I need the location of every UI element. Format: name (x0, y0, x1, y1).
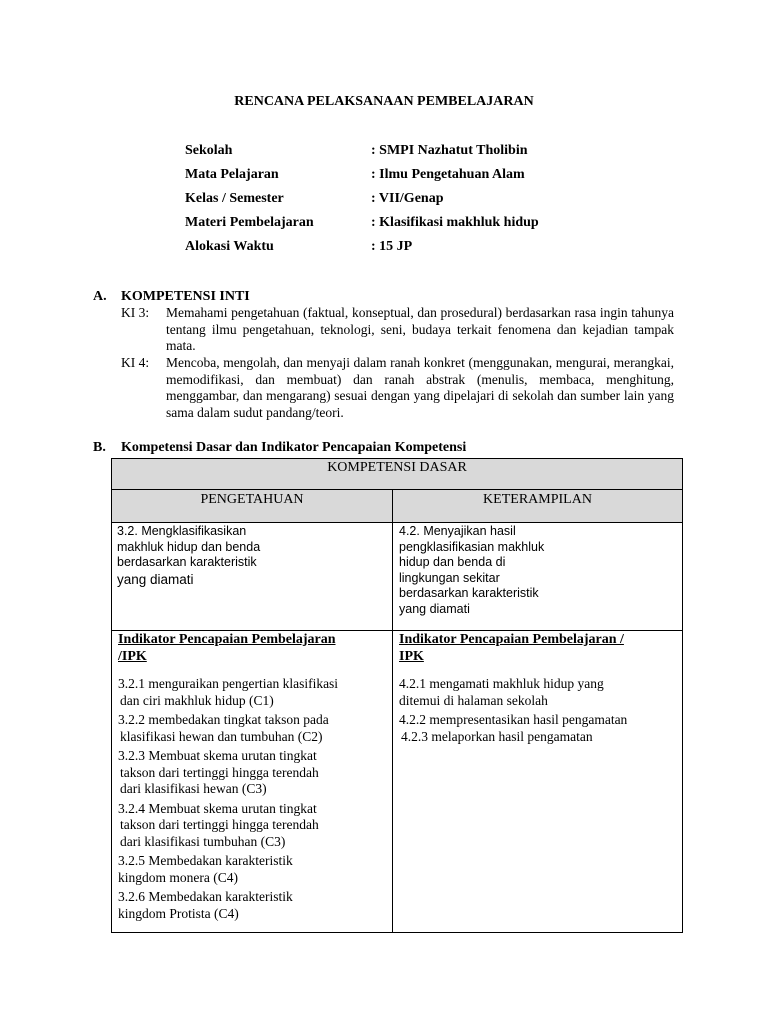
indicator-item (118, 712, 387, 745)
ipk-heading (118, 631, 387, 665)
indicator-line: dari klasifikasi tumbuhan (C3) (120, 833, 286, 849)
ipk-heading-line: Indikator Pencapaian Pembelajaran / (399, 632, 624, 647)
identity-label: Sekolah (185, 143, 233, 158)
identity-label: Kelas / Semester (185, 191, 284, 206)
indicator-item (118, 676, 387, 709)
kompetensi-table (111, 458, 683, 933)
identity-value: : Ilmu Pengetahuan Alam (371, 167, 525, 182)
ipk-heading (399, 631, 676, 665)
indicator-line: takson dari tertinggi hingga terendah (120, 817, 319, 832)
ki3-label: KI 3: (121, 305, 150, 320)
indicator-line: 3.2.6 Membedakan karakteristik (118, 889, 293, 904)
indicator-line: 3.2.1 menguraikan pengertian klasifikasi (118, 676, 339, 691)
indicator-line: dan ciri makhluk hidup (C1) (120, 692, 274, 708)
ipk-heading-line: IPK (399, 649, 424, 664)
kd-line: makhluk hidup dan benda (117, 539, 261, 554)
indicator-item (118, 748, 387, 798)
kd-line: yang diamati (399, 601, 470, 616)
identity-label: Alokasi Waktu (185, 239, 274, 254)
indicator-item (118, 801, 387, 851)
indicator-line: 4.2.3 melaporkan hasil pengamatan (401, 728, 593, 744)
ki4-label: KI 4: (121, 355, 150, 370)
indicator-line: dari klasifikasi hewan (C3) (120, 781, 267, 796)
indicator-line: klasifikasi hewan dan tumbuhan (C2) (120, 728, 323, 744)
indicator-line: kingdom Protista (C4) (118, 905, 239, 921)
identity-value: : SMPI Nazhatut Tholibin (371, 143, 528, 158)
indicator-item (399, 712, 676, 729)
identity-value: : VII/Genap (371, 191, 444, 206)
section-b-heading: Kompetensi Dasar dan Indikator Pencapaian Kompetensi (121, 440, 467, 455)
indicator-line: 3.2.4 Membuat skema urutan tingkat (118, 800, 317, 816)
indicator-line: kingdom monera (C4) (118, 869, 238, 885)
kd-line: hidup dan benda di (399, 555, 506, 569)
indicator-line: 3.2.3 Membuat skema urutan tingkat (118, 748, 317, 763)
indicator-item (399, 676, 676, 709)
ipk-heading-line: /IPK (118, 649, 147, 664)
kd-line: lingkungan sekitar (399, 570, 500, 585)
column-header-pengetahuan: PENGETAHUAN (112, 490, 393, 523)
column-header-keterampilan: KETERAMPILAN (393, 490, 683, 523)
ki4-text: Mencoba, mengolah, dan menyaji dalam ranah konkret (menggunakan, mengurai, merangkai, memodifikasi, dan membuat) dan ranah abstrak (menulis, membaca, menghitung, menggambar, dan mengarang) sesuai dengan yang dipelajari di sekolah dan sumber lain yang sama dalam sudut pandang/teori. (166, 355, 674, 420)
kd-pengetahuan-cell (112, 523, 393, 631)
ipk-keterampilan-cell (393, 631, 683, 933)
indicator-line: 3.2.5 Membedakan karakteristik (118, 853, 293, 868)
indicator-item (399, 729, 676, 746)
section-a-heading: KOMPETENSI INTI (121, 289, 250, 304)
indicator-line: 3.2.2 membedakan tingkat takson pada (118, 712, 329, 727)
kd-line: berdasarkan karakteristik (117, 555, 257, 569)
ipk-pengetahuan-cell (112, 631, 393, 933)
ipk-heading-line: Indikator Pencapaian Pembelajaran (118, 632, 336, 647)
identity-value: : 15 JP (371, 239, 413, 254)
indicator-item (118, 853, 387, 886)
section-a-letter: A. (93, 289, 107, 304)
identity-label: Mata Pelajaran (185, 167, 279, 182)
kd-line: berdasarkan karakteristik (399, 586, 539, 600)
kd-line: 3.2. Mengklasifikasikan (117, 524, 247, 538)
table-header: KOMPETENSI DASAR (112, 459, 683, 490)
kd-line: 4.2. Menyajikan hasil (399, 524, 516, 538)
document-title: RENCANA PELAKSANAAN PEMBELAJARAN (234, 94, 534, 109)
indicator-line: ditemui di halaman sekolah (399, 692, 548, 708)
kd-keterampilan-cell (393, 523, 683, 631)
kd-line: pengklasifikasian makhluk (399, 539, 545, 554)
ki3-text: Memahami pengetahuan (faktual, konseptual, dan prosedural) berdasarkan rasa ingin tahunya tentang ilmu pengetahuan, teknologi, seni, budaya terkait fenomena dan kejadian tampak mata. (166, 305, 674, 353)
indicator-line: 4.2.1 mengamati makhluk hidup yang (399, 676, 604, 691)
indicator-line: takson dari tertinggi hingga terendah (120, 764, 319, 780)
identity-value: : Klasifikasi makhluk hidup (371, 215, 539, 230)
identity-label: Materi Pembelajaran (185, 215, 314, 230)
indicator-line: 4.2.2 mempresentasikan hasil pengamatan (399, 712, 628, 727)
kd-line: yang diamati (117, 571, 194, 587)
indicator-item (118, 889, 387, 922)
section-b-letter: B. (93, 440, 106, 455)
